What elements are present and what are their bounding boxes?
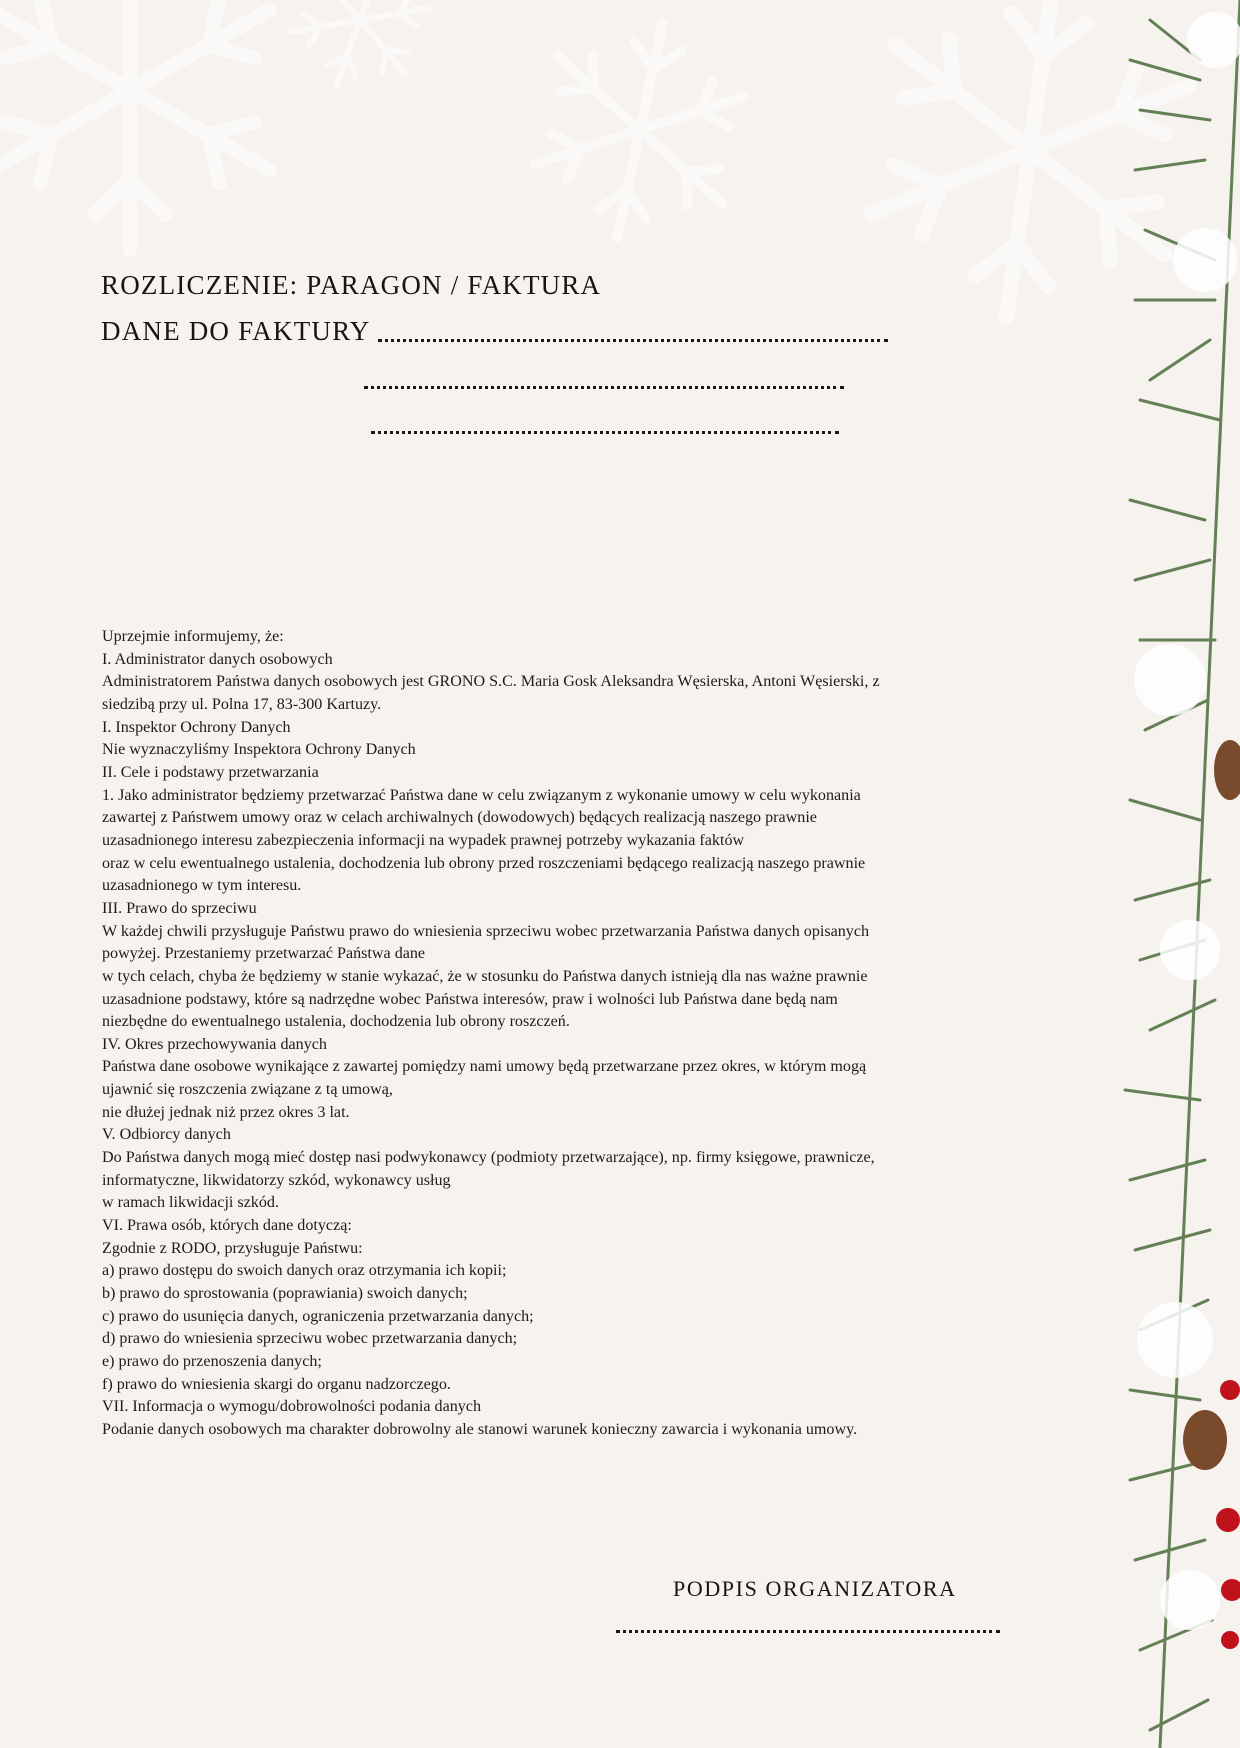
notice-line: VI. Prawa osób, których dane dotyczą: [102,1217,352,1235]
notice-line: Podanie danych osobowych ma charakter dobrowolny ale stanowi warunek konieczny zawarcia i wykonania umowy. [102,1420,858,1438]
notice-line: Do Państwa danych mogą mieć dostęp nasi podwykonawcy (podmioty przetwarzające), np. firmy księgowe, prawnicze, [102,1149,875,1167]
notice-line: II. Cele i podstawy przetwarzania [102,763,319,781]
notice-line: I. Inspektor Ochrony Danych [102,718,291,736]
invoice-data-label: DANE DO FAKTURY [101,316,371,346]
signature-line[interactable] [616,1630,1000,1633]
notice-line: ujawnić się roszczenia związane z tą umową, [102,1081,393,1099]
notice-line: siedzibą przy ul. Polna 17, 83-300 Kartuzy. [102,695,382,713]
signature-label: PODPIS ORGANIZATORA [673,1576,957,1601]
notice-line: uzasadnionego w tym interesu. [102,877,302,895]
notice-line: Administratorem Państwa danych osobowych jest GRONO S.C. Maria Gosk Aleksandra Węsierska, Antoni Węsierski, z [102,673,880,691]
notice-line: a) prawo dostępu do swoich danych oraz otrzymania ich kopii; [102,1262,507,1280]
notice-line: uzasadnione podstawy, które są nadrzędne wobec Państwa interesów, praw i wolności lub Państwa dane będą nam [102,990,838,1008]
pine-branch-border [1040,0,1240,1748]
invoice-data-line-3[interactable] [371,431,839,434]
notice-line: V. Odbiorcy danych [102,1126,231,1144]
notice-line: nie dłużej jednak niż przez okres 3 lat. [102,1103,350,1121]
notice-line: Państwa dane osobowe wynikające z zawartej pomiędzy nami umowy będą przetwarzane przez okres, w którym mogą [102,1058,867,1076]
notice-line: f) prawo do wniesienia skargi do organu nadzorczego. [102,1375,451,1393]
notice-line: IV. Okres przechowywania danych [102,1035,327,1053]
notice-line: Zgodnie z RODO, przysługuje Państwu: [102,1239,363,1257]
notice-line: Uprzejmie informujemy, że: [102,628,284,645]
notice-line: I. Administrator danych osobowych [102,650,333,668]
notice-line: W każdej chwili przysługuje Państwu prawo do wniesienia sprzeciwu wobec przetwarzania Państwa danych opisanych [102,922,870,940]
invoice-data-line-2[interactable] [364,386,844,389]
invoice-data-line-1[interactable] [378,339,888,342]
notice-line: b) prawo do sprostowania (poprawiania) swoich danych; [102,1285,468,1303]
notice-line: d) prawo do wniesienia sprzeciwu wobec przetwarzania danych; [102,1330,518,1348]
notice-line: powyżej. Przestaniemy przetwarzać Państwa dane [102,945,426,963]
notice-line: informatyczne, likwidatorzy szkód, wykonawcy usług [102,1171,451,1189]
privacy-notice [102,626,1017,1442]
notice-line: VII. Informacja o wymogu/dobrowolności podania danych [102,1398,481,1416]
notice-line: w ramach likwidacji szkód. [102,1194,279,1212]
notice-line: zawartej z Państwem umowy oraz w celach archiwalnych (dowodowych) będących realizacją naszego prawnie [102,809,817,827]
notice-line: niezbędne do ewentualnego ustalenia, dochodzenia lub obrony roszczeń. [102,1013,570,1031]
notice-line: oraz w celu ewentualnego ustalenia, dochodzenia lub obrony przed roszczeniami będącego realizacją naszego prawnie [102,854,866,872]
notice-line: uzasadnionego interesu zabezpieczenia informacji na wypadek prawnej potrzeby wykazania faktów [102,831,745,849]
notice-line: 1. Jako administrator będziemy przetwarzać Państwa dane w celu związanym z wykonanie umowy w celu wykonania [102,786,861,804]
notice-line: Nie wyznaczyliśmy Inspektora Ochrony Danych [102,741,416,759]
notice-line: e) prawo do przenoszenia danych; [102,1353,322,1370]
notice-line: w tych celach, chyba że będziemy w stanie wykazać, że w stosunku do Państwa danych istnieją dla nas ważne prawnie [102,967,868,985]
notice-line: c) prawo do usunięcia danych, ograniczenia przetwarzania danych; [102,1307,534,1325]
notice-line: III. Prawo do sprzeciwu [102,899,257,917]
document-title: ROZLICZENIE: PARAGON / FAKTURA [101,270,602,300]
